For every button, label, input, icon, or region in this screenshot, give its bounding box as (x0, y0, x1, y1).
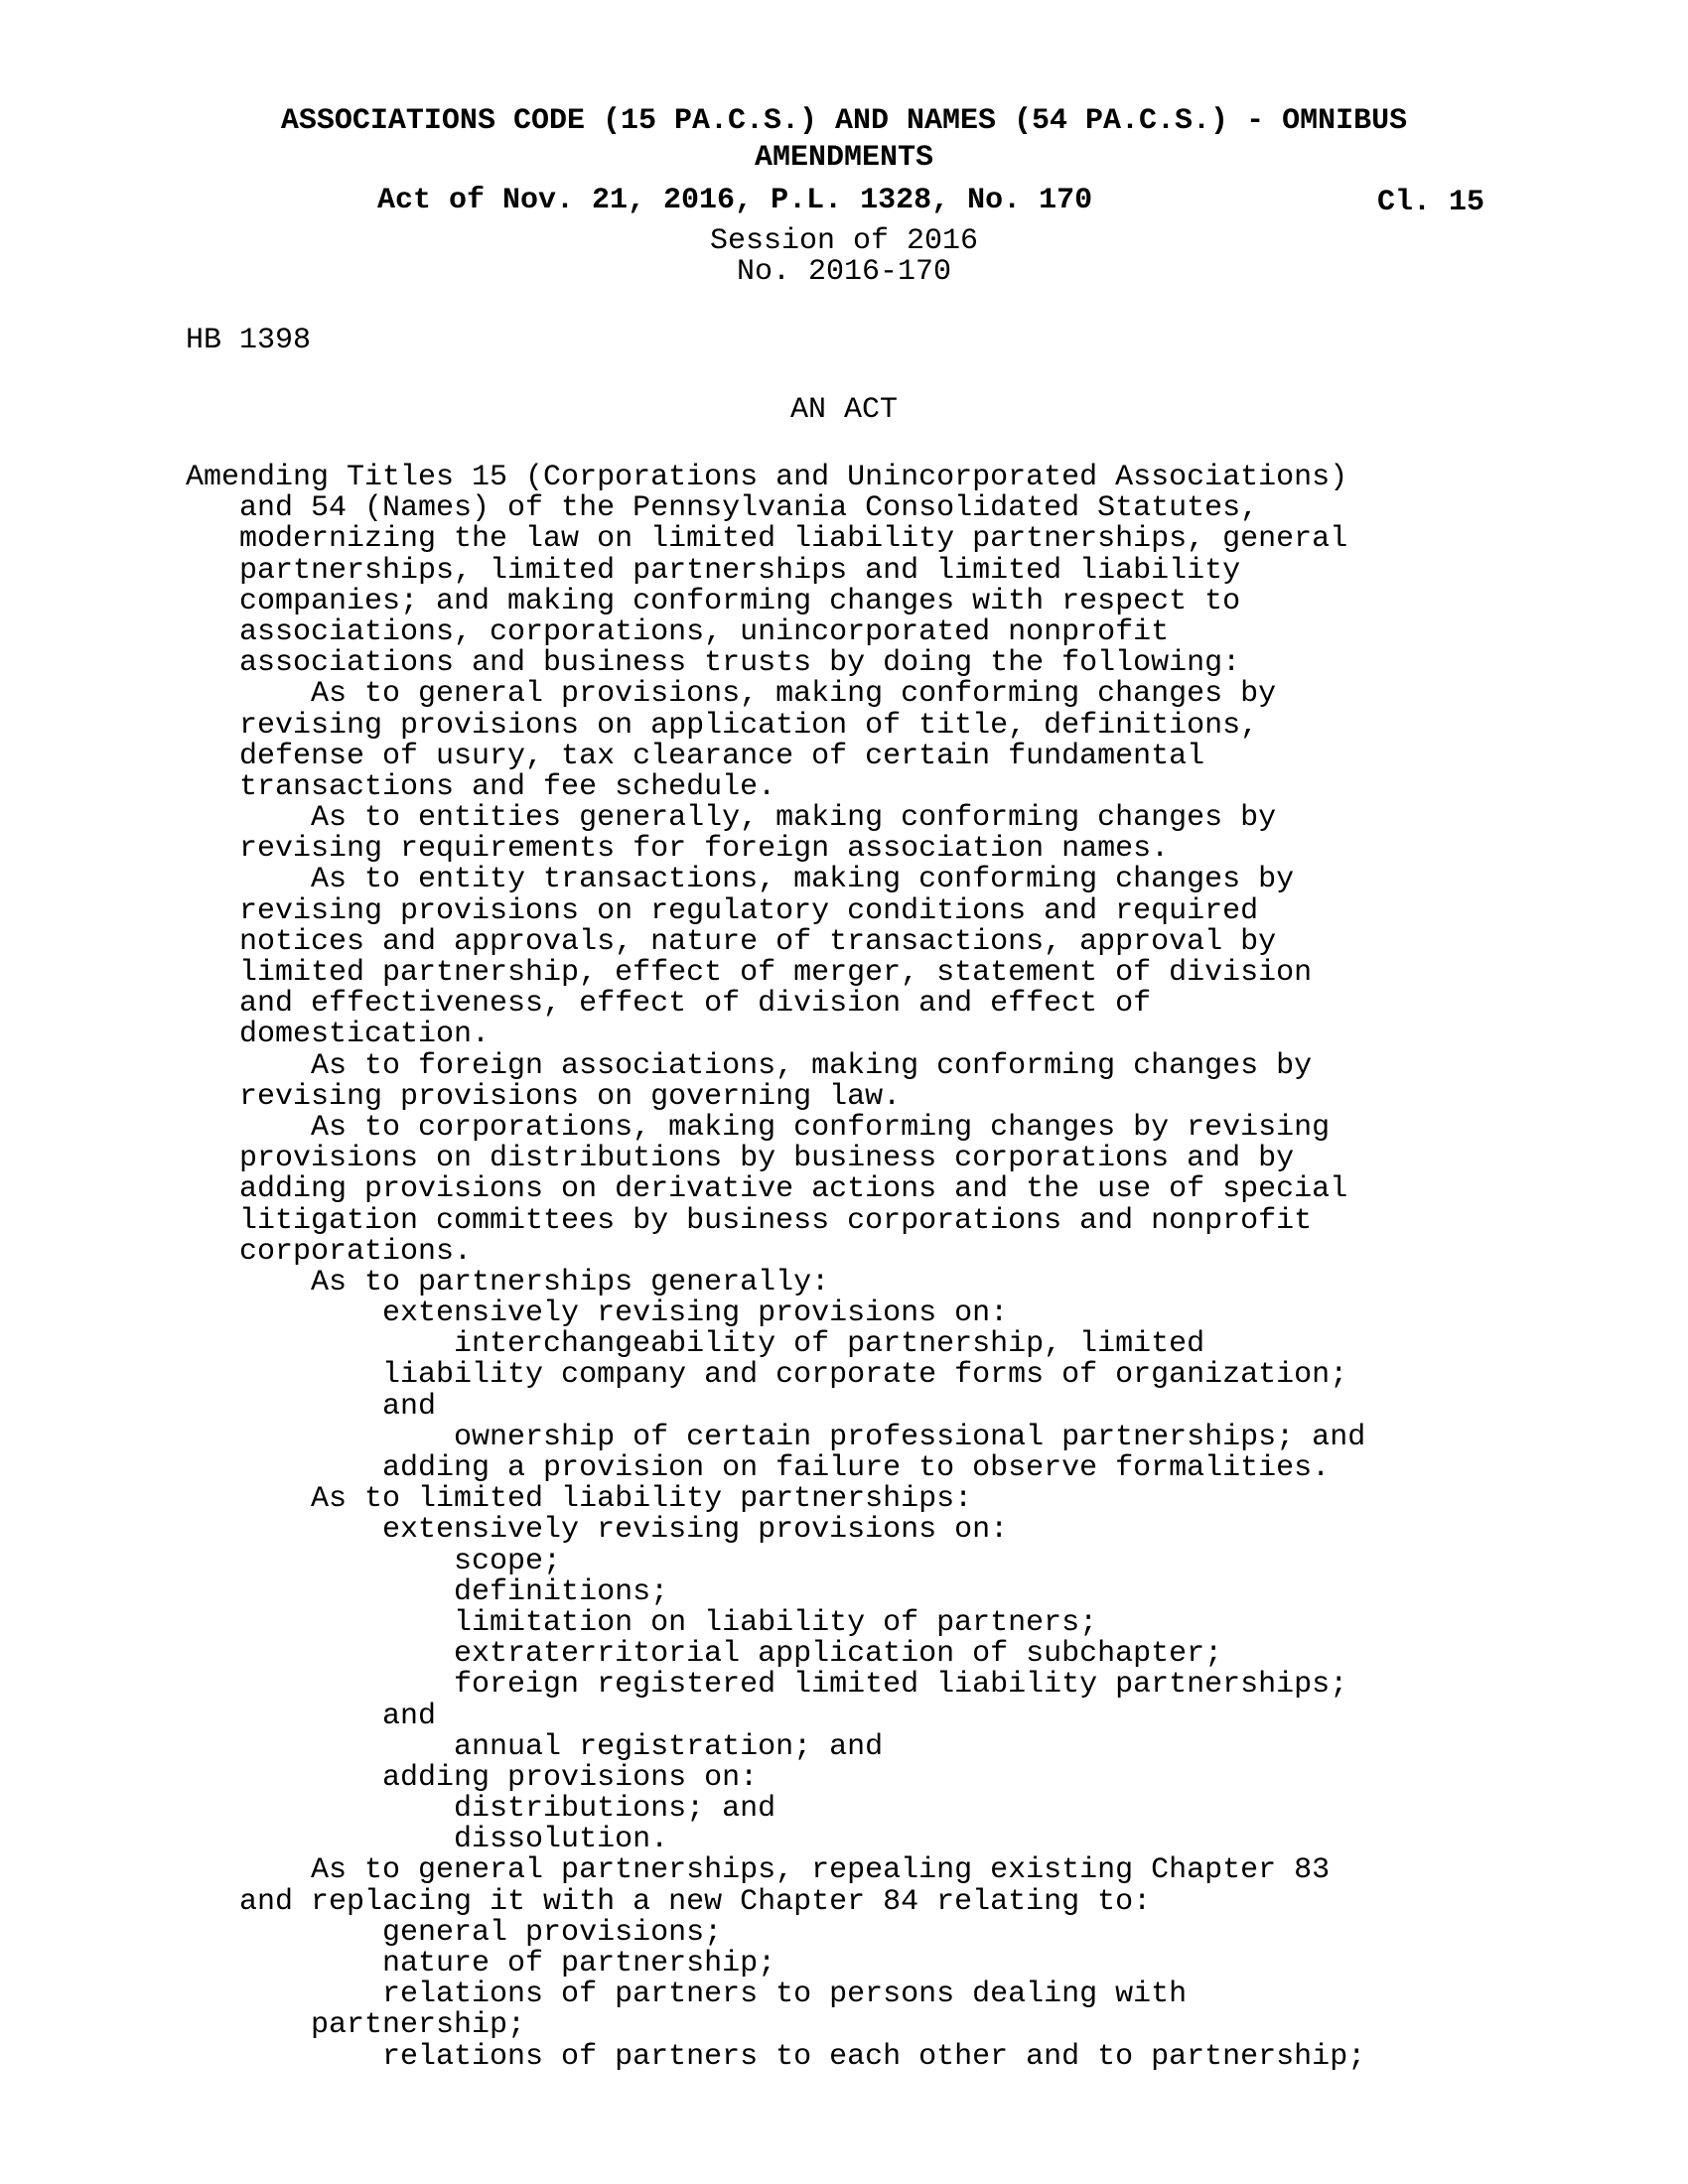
body-text-line: partnership; (186, 2010, 526, 2042)
body-text-line: As to general partnerships, repealing existing Chapter 83 (186, 1855, 1331, 1887)
body-text-line: associations, corporations, unincorporated nonprofit (186, 616, 1170, 649)
body-text-line: As to foreign associations, making conforming changes by (186, 1050, 1313, 1082)
body-text-line: limitation on liability of partners; (186, 1607, 1098, 1640)
body-text-line: liability company and corporate forms of organization; (186, 1360, 1348, 1392)
body-text-line: scope; (186, 1546, 562, 1577)
act-citation: Act of Nov. 21, 2016, P.L. 1328, No. 170 (377, 184, 1093, 217)
session-label: Session of 2016 (709, 224, 979, 258)
body-text-line: and (186, 1391, 437, 1423)
body-text-line: definitions; (186, 1576, 669, 1608)
body-text-line: adding provisions on: (186, 1762, 759, 1795)
body-text-line: associations and business trusts by doing the following: (186, 648, 1241, 680)
body-text-line: extraterritorial application of subchapter; (186, 1639, 1223, 1671)
body-text-line: notices and approvals, nature of transactions, approval by (186, 926, 1277, 958)
body-text-line: dissolution. (186, 1825, 669, 1856)
body-text-line: modernizing the law on limited liability partnerships, general (186, 524, 1348, 556)
document-title-line-2: AMENDMENTS (754, 141, 934, 175)
act-number: No. 2016-170 (736, 255, 952, 289)
body-text-line: As to corporations, making conforming changes by revising (186, 1112, 1331, 1145)
body-text-line: foreign registered limited liability partnerships; (186, 1670, 1348, 1702)
body-text-line: and effectiveness, effect of division and effect of (186, 989, 1152, 1021)
document-title-line-1: ASSOCIATIONS CODE (15 PA.C.S.) AND NAMES (54 PA.C.S.) - OMNIBUS (280, 104, 1408, 138)
body-text-line: As to entity transactions, making conforming changes by (186, 865, 1295, 896)
body-text-line: interchangeability of partnership, limited (186, 1329, 1205, 1361)
body-text-line: ownership of certain professional partnerships; and (186, 1422, 1366, 1453)
body-text-line: revising provisions on application of title, definitions, (186, 710, 1259, 742)
body-text-line: adding a provision on failure to observe formalities. (186, 1453, 1331, 1485)
bill-number: HB 1398 (186, 324, 312, 357)
body-text-line: As to partnerships generally: (186, 1267, 830, 1299)
body-text-line: nature of partnership; (186, 1949, 776, 1980)
body-text-line: revising requirements for foreign association names. (186, 834, 1170, 866)
body-text-line: litigation committees by business corporations and nonprofit (186, 1205, 1313, 1237)
body-text-line: As to general provisions, making conforming changes by (186, 679, 1277, 711)
body-text-line: and 54 (Names) of the Pennsylvania Consolidated Statutes, (186, 493, 1259, 525)
act-heading: AN ACT (789, 393, 899, 427)
body-text-line: corporations. (186, 1236, 473, 1268)
body-text-line: relations of partners to persons dealing with (186, 1979, 1188, 2011)
body-text-line: and (186, 1701, 437, 1732)
body-text-line: As to limited liability partnerships: (186, 1484, 973, 1516)
body-text-line: As to entities generally, making conforming changes by (186, 803, 1277, 835)
body-text-line: and replacing it with a new Chapter 84 relating to: (186, 1886, 1152, 1918)
body-text-line: domestication. (186, 1020, 491, 1051)
body-text-line: extensively revising provisions on: (186, 1515, 1009, 1547)
body-text-line: partnerships, limited partnerships and limited liability (186, 555, 1241, 587)
body-text-line: defense of usury, tax clearance of certain fundamental (186, 741, 1205, 772)
body-text-line: transactions and fee schedule. (186, 771, 776, 804)
body-text-line: provisions on distributions by business corporations and by (186, 1144, 1295, 1175)
body-text-line: extensively revising provisions on: (186, 1298, 1009, 1330)
body-text-line: adding provisions on derivative actions and the use of special (186, 1174, 1348, 1206)
body-text-line: relations of partners to each other and to partnership; (186, 2041, 1366, 2073)
body-text-line: companies; and making conforming changes with respect to (186, 586, 1241, 617)
body-text-line: revising provisions on regulatory conditions and required (186, 895, 1259, 927)
body-text-line: Amending Titles 15 (Corporations and Unincorporated Associations) (186, 463, 1348, 494)
class-label: Cl. 15 (1377, 186, 1485, 219)
body-text-line: general provisions; (186, 1917, 723, 1949)
act-body-text (186, 463, 1516, 2073)
body-text-line: annual registration; and (186, 1731, 884, 1763)
body-text-line: distributions; and (186, 1794, 776, 1826)
body-text-line: limited partnership, effect of merger, statement of division (186, 958, 1313, 990)
body-text-line: revising provisions on governing law. (186, 1081, 902, 1113)
